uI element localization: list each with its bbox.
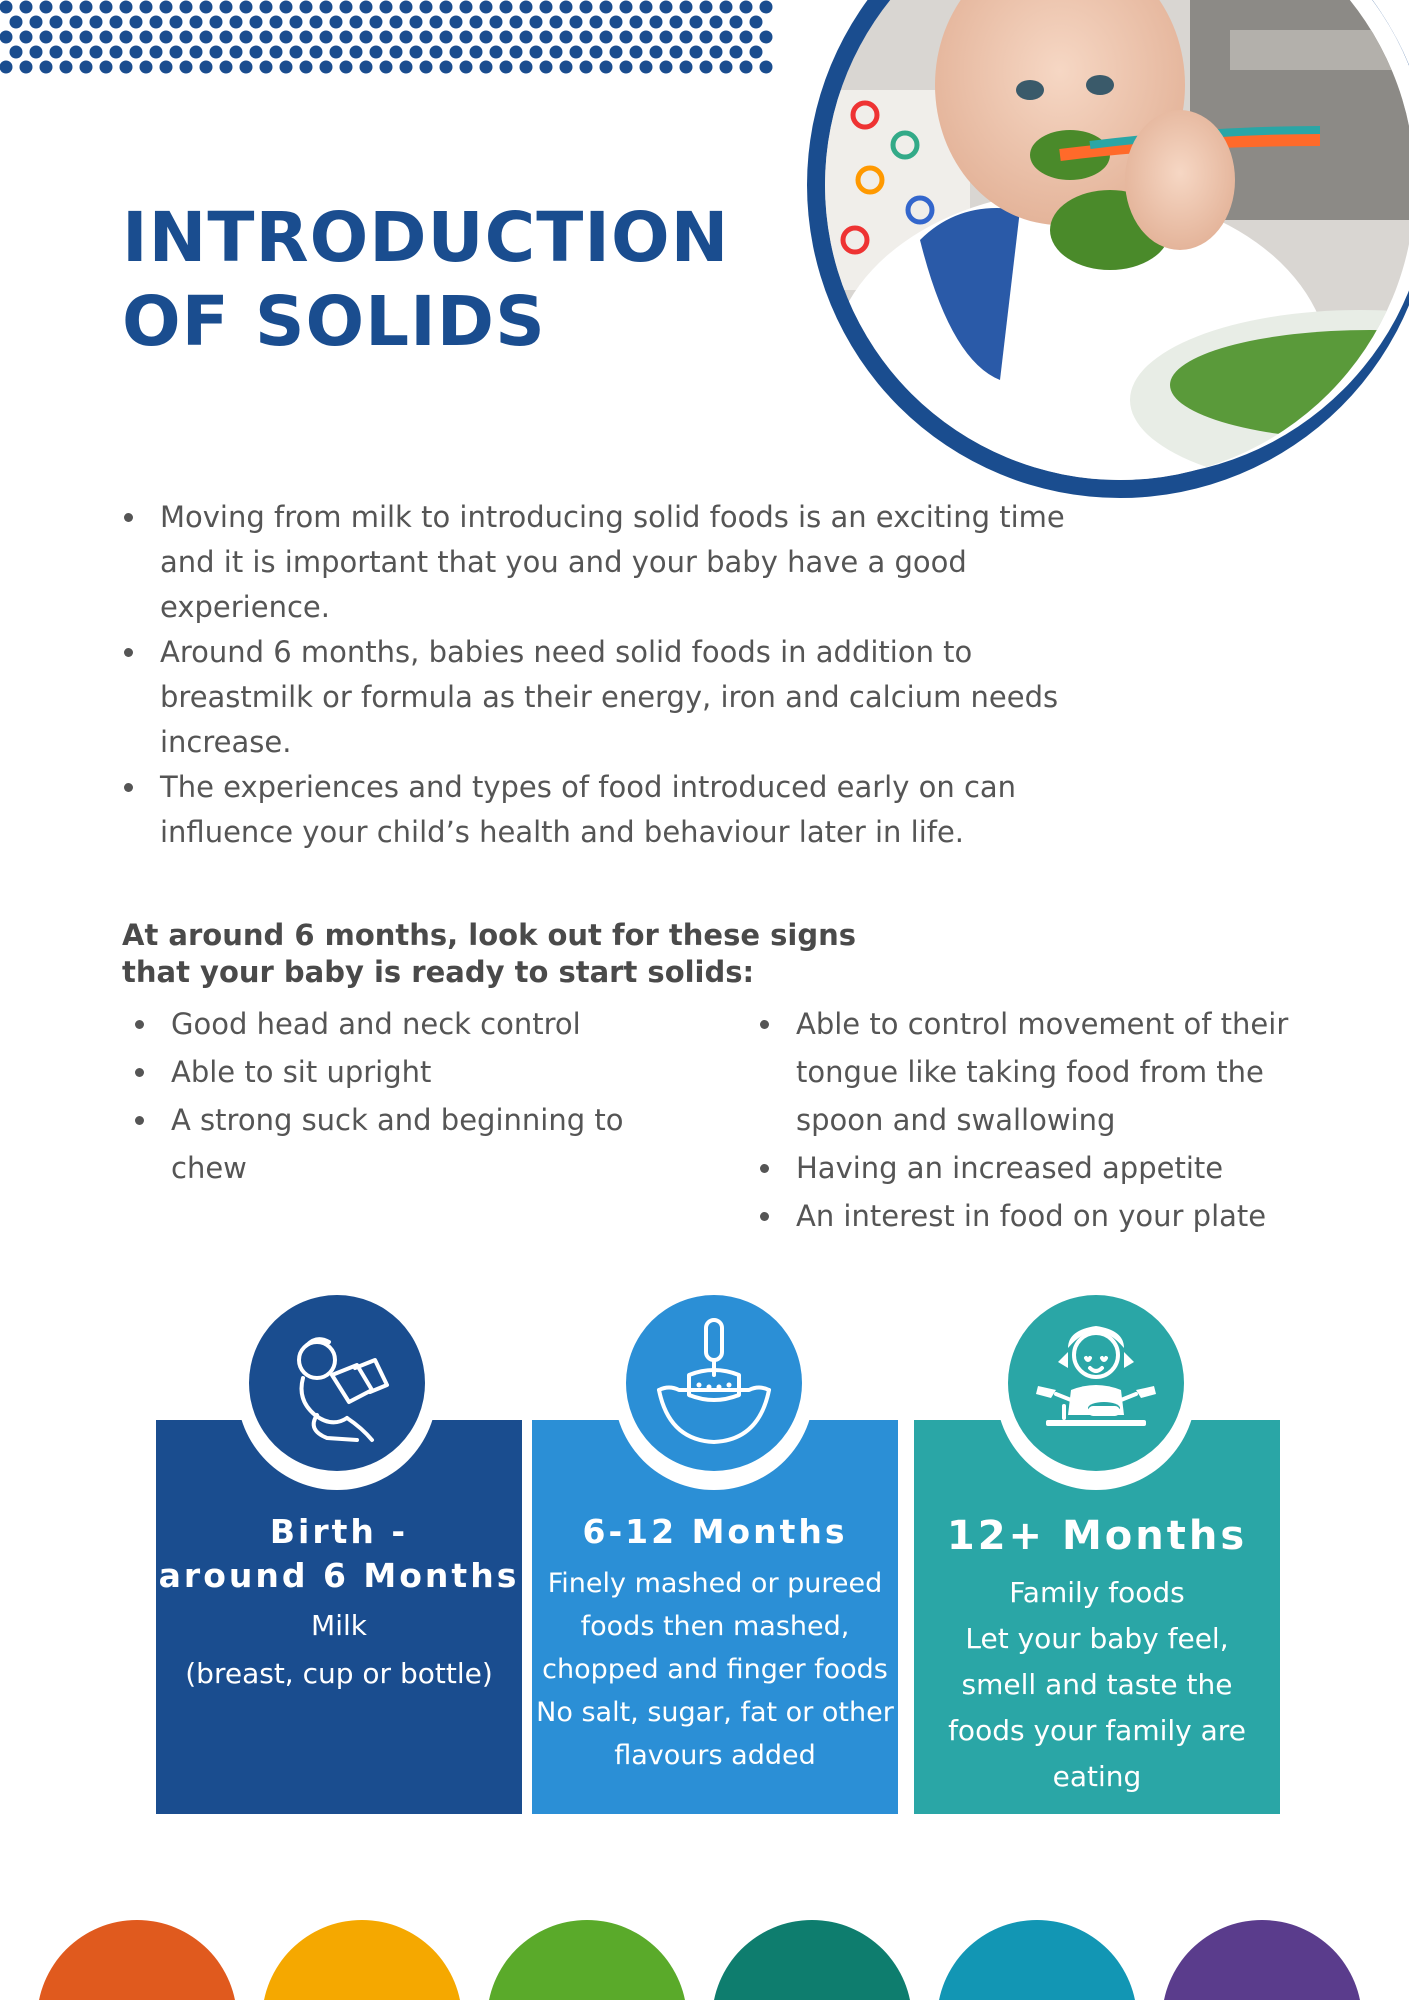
signs-list-left — [133, 1000, 673, 1192]
stage-body-line: Milk — [311, 1609, 367, 1642]
signs-heading-line-2: that your baby is ready to start solids: — [122, 955, 755, 989]
intro-bullet: Moving from milk to introducing solid foods is an exciting time and it is important that you and your baby have a good experience. — [122, 495, 1120, 630]
stage-body-line: eating — [1052, 1760, 1142, 1793]
stage-title-line-2: around 6 Months — [158, 1556, 520, 1595]
stage-body-line: foods your family are — [948, 1714, 1246, 1747]
stage-body-line: No salt, sugar, fat or other — [536, 1697, 894, 1728]
stage-body-line: smell and taste the — [961, 1668, 1233, 1701]
child-eating-icon — [996, 1290, 1196, 1490]
stage-body-line: Family foods — [1009, 1576, 1185, 1609]
sign-item: Able to control movement of their tongue like taking food from the spoon and swallowing — [758, 1000, 1306, 1144]
stage-title: 12+ Months — [946, 1513, 1248, 1559]
color-arc — [487, 1920, 687, 2000]
dot-pattern — [0, 0, 790, 80]
signs-list-right — [758, 1000, 1358, 1240]
stage-title-line-1: Birth - — [269, 1512, 409, 1551]
masher-icon — [614, 1290, 814, 1490]
bottom-color-arcs — [0, 1920, 1409, 2000]
stage-body-line: foods then mashed, — [580, 1611, 850, 1642]
color-arc — [262, 1920, 462, 2000]
intro-bullet: Around 6 months, babies need solid foods in addition to breastmilk or formula as their energy, iron and calcium needs increase. — [122, 630, 1120, 765]
title-line-1: INTRODUCTION — [122, 198, 730, 278]
sign-item: An interest in food on your plate — [758, 1192, 1358, 1240]
stage-body-line: flavours added — [614, 1740, 816, 1771]
sign-item: A strong suck and beginning to chew — [133, 1096, 641, 1192]
color-arc — [712, 1920, 912, 2000]
intro-list — [122, 495, 1112, 855]
signs-heading — [122, 917, 856, 991]
signs-heading-line-1: At around 6 months, look out for these signs — [122, 918, 856, 952]
color-arc — [37, 1920, 237, 2000]
page-title — [122, 196, 729, 364]
color-arc — [937, 1920, 1137, 2000]
color-arc — [1162, 1920, 1362, 2000]
sign-item: Having an increased appetite — [758, 1144, 1358, 1192]
sign-item: Good head and neck control — [133, 1000, 673, 1048]
stage-body-line: chopped and finger foods — [542, 1654, 888, 1685]
baby-eating-photo — [760, 0, 1409, 540]
stage-title: 6-12 Months — [582, 1512, 848, 1551]
stage-body-line: Let your baby feel, — [965, 1622, 1229, 1655]
sign-item: Able to sit upright — [133, 1048, 673, 1096]
baby-bottle-icon — [237, 1290, 437, 1490]
intro-bullet: The experiences and types of food introduced early on can influence your child’s health and behaviour later in life. — [122, 765, 1120, 855]
stage-body-line: (breast, cup or bottle) — [185, 1657, 493, 1690]
title-line-2: OF SOLIDS — [122, 282, 546, 362]
stage-body-line: Finely mashed or pureed — [547, 1568, 883, 1599]
